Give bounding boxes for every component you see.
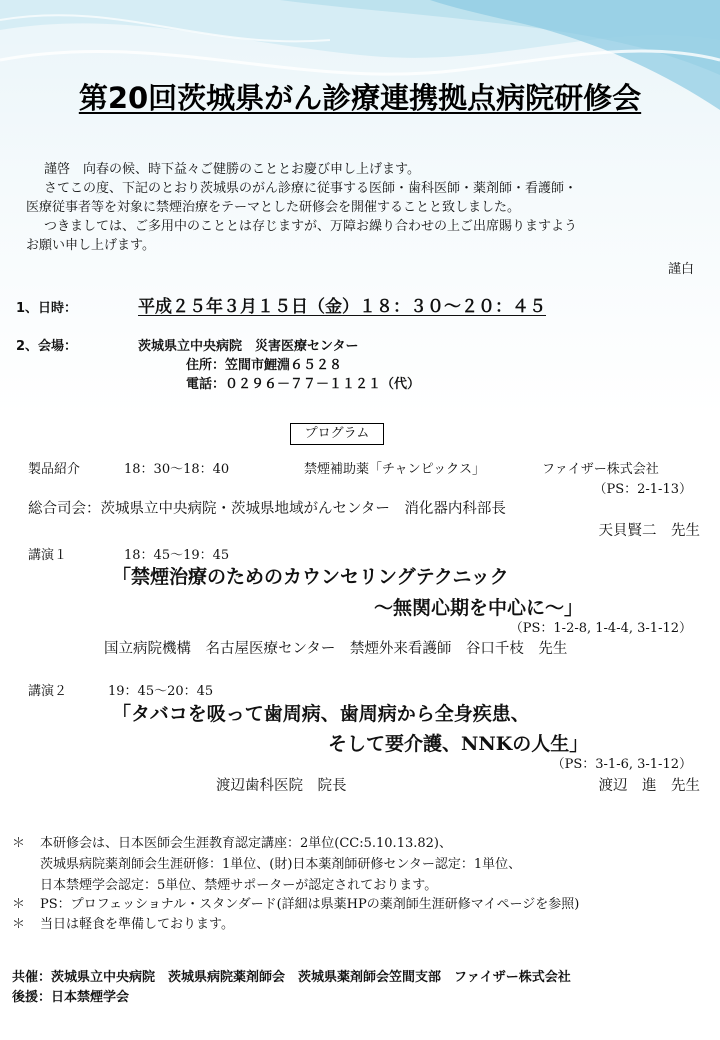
greeting-line-3: 医療従事者等を対象に禁煙治療をテーマとした研修会を開催することと致しました。 — [26, 200, 521, 215]
lecture2-label: 講演２ — [28, 684, 68, 699]
greeting-line-1: 謹啓 向春の候、時下益々ご健勝のこととお慶び申し上げます。 — [44, 162, 420, 177]
venue-address: 住所：笠間市鯉淵６５２８ — [186, 358, 343, 373]
lecture2-affiliation: 渡辺歯科医院 院長 — [216, 778, 347, 794]
note-line-3: 日本禁煙学会認定：5単位、禁煙サポーターが認定されております。 — [40, 878, 438, 893]
product-intro-ps: （PS：2-1-13） — [593, 482, 692, 497]
moderator-line: 総合司会：茨城県立中央病院・茨城県地域がんセンター 消化器内科部長 — [28, 501, 506, 517]
venue-phone: 電話：０２９６－７７－１１２１（代） — [186, 377, 421, 392]
program-heading: プログラム — [290, 423, 384, 445]
note-mark-4: ＊ — [12, 897, 26, 912]
greeting-line-2: さてこの度、下記のとおり茨城県のがん診療に従事する医師・歯科医師・薬剤師・看護師・ — [44, 181, 578, 196]
note-line-2: 茨城県病院薬剤師会生涯研修：1単位、(財)日本薬剤師研修センター認定：1単位、 — [40, 857, 522, 872]
organizers-line: 共催：茨城県立中央病院 茨城県病院薬剤師会 茨城県薬剤師会笠間支部 ファイザー株式会社 — [12, 970, 571, 985]
lecture2-title-line2: そして要介護、NNKの人生」 — [328, 733, 589, 755]
note-line-1: 本研修会は、日本医師会生涯教育認定講座：2単位(CC:5.10.13.82)、 — [40, 836, 452, 851]
date-label: 1、日時： — [16, 301, 78, 316]
moderator-name: 天貝賢二 先生 — [598, 523, 700, 539]
support-line: 後援：日本禁煙学会 — [12, 990, 130, 1005]
page-title: 第20回茨城県がん診療連携拠点病院研修会 — [78, 81, 642, 115]
lecture2-time: 19：45〜20：45 — [108, 684, 214, 699]
lecture2-ps: （PS：3-1-6, 3-1-12） — [551, 757, 692, 772]
event-date: 平成２５年３月１５日（金）１８：３０〜２０：４５ — [138, 297, 546, 317]
note-line-4: PS：プロフェッショナル・スタンダード(詳細は県薬HPの薬剤師生涯研修マイページを参照) — [40, 897, 580, 912]
product-intro-time: 18：30〜18：40 — [124, 462, 230, 477]
product-intro-drug: 禁煙補助薬「チャンピックス」 — [304, 462, 485, 477]
venue-label: 2、会場： — [16, 339, 78, 354]
lecture1-title-line2: 〜無関心期を中心に〜」 — [374, 597, 584, 619]
lecture1-label: 講演１ — [28, 548, 68, 563]
lecture1-title-line1: 「禁煙治療のためのカウンセリングテクニック — [112, 566, 509, 588]
header-wave-decoration — [0, 0, 720, 150]
lecture1-speaker: 国立病院機構 名古屋医療センター 禁煙外来看護師 谷口千枝 先生 — [104, 641, 568, 657]
product-intro-label: 製品紹介 — [28, 462, 81, 477]
venue-name: 茨城県立中央病院 災害医療センター — [138, 339, 359, 354]
note-mark-1: ＊ — [12, 836, 26, 851]
lecture2-speaker: 渡辺 進 先生 — [598, 778, 700, 794]
lecture2-title-line1: 「タバコを吸って歯周病、歯周病から全身疾患、 — [112, 703, 530, 725]
note-mark-5: ＊ — [12, 917, 26, 932]
greeting-line-4: つきましては、ご多用中のこととは存じますが、万障お繰り合わせの上ご出席賜りますよう — [44, 219, 578, 234]
note-line-5: 当日は軽食を準備しております。 — [40, 917, 234, 932]
lecture1-time: 18：45〜19：45 — [124, 548, 230, 563]
product-intro-company: ファイザー株式会社 — [542, 462, 659, 477]
lecture1-ps: （PS：1-2-8, 1-4-4, 3-1-12） — [509, 621, 692, 636]
greeting-line-5: お願い申し上げます。 — [26, 238, 155, 253]
closing-word: 謹白 — [667, 262, 694, 277]
